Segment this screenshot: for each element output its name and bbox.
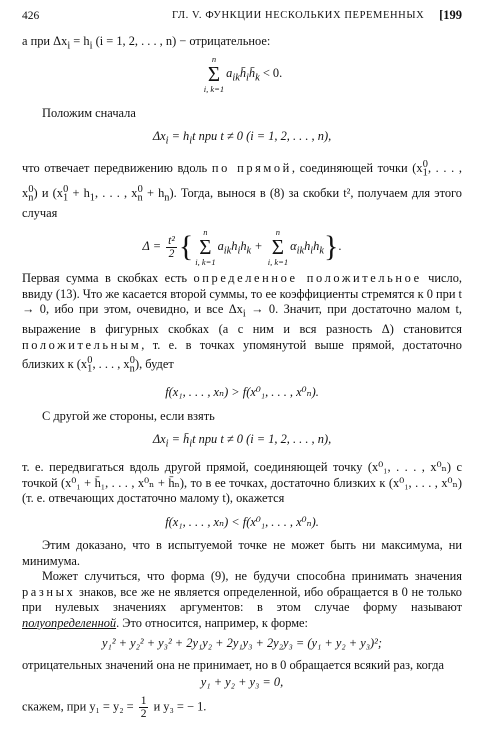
paragraph-1: а при $\Delta x_i = h_i$ (i = 1, 2, . . . , n) − отрицательное: [22, 34, 271, 52]
paragraph-8: Может случиться, что форма (9), не будучи способна принимать значения разных знаков, все же не является определенной, ибо обращается в 0 не только при нулевых значениях аргументов: в этом случае форму называют полуопределенной. Это относится, например, к форме: [22, 569, 462, 630]
formula-delta-x-hbar-t: $\Delta x_i$ = $h̄_it$ при t ≠ 0 (i = 1, 2, . . . , n), [152, 432, 332, 450]
paragraph-7: Этим доказано, что в испытуемой точке не может быть ни максимума, ни минимума. [22, 538, 462, 568]
sum-sign: n Σ i, k=1 [203, 53, 225, 94]
formula-f-greater: f(x₁, . . . , xₙ) > f(x⁰₁, . . . , x⁰ₙ). [165, 385, 319, 400]
page-header [22, 8, 462, 26]
page-body [22, 34, 462, 720]
formula-delta-expansion: Δ = $\frac{\text{t²}}{2}$ { n Σ i, k=1 $a_{ik}h_ih_k$ + n Σ i, k=1 $\alpha_{ik}h_ih_k$}. [142, 227, 342, 268]
paragraph-6: т. е. передвигаться вдоль другой прямой, соединяющей точку (x⁰₁, . . . , x⁰ₙ) с точкой (x⁰₁ + h̄₁, . . . , x⁰ₙ + h̄ₙ), то в ее точках, достаточно близких к (x⁰₁, . . . , x⁰ₙ) (т. е. отвечающих достаточно малому t), окажется [22, 460, 462, 506]
formula-delta-x-h-t: $\Delta x_i = h_it$ при t ≠ 0 (i = 1, 2, . . . , n), [152, 129, 332, 147]
page-number: 426 [22, 10, 40, 22]
paragraph-10: скажем, при y₁ = y₂ = $\frac{1}{2}$ и y₃ = − 1. [22, 694, 207, 720]
formula-sum-zero: y₁ + y₂ + y₃ = 0, [200, 675, 284, 690]
paragraph-4: Первая сумма в скобках есть определенное положительное число, ввиду (13). Что же касается второй суммы, то ее коэффициенты стремятся к 0 при t → 0, ибо при этом, очевидно, и все $\Delta x_i \to 0$. Значит, при достаточно малом t, выражение в фигурных скобках (а с ним и вся разность Δ) становится положительным, т. е. в точках упомянутой выше прямой, достаточно близких к ($x_1^0$, . . . , $x_n^0$), будет [22, 271, 463, 375]
running-title: ГЛ. V. ФУНКЦИИ НЕСКОЛЬКИХ ПЕРЕМЕННЫХ [172, 10, 425, 21]
paragraph-3: что отвечает передвижению вдоль по прямой, соединяющей точки ($x_1^0$, . . . , $x_n^0$) и ($x_1^0 + h_1$, . . . , $x_n^0 + h_n$). Тогда, вынося в (8) за скобки t², получаем для этого случая [22, 159, 462, 220]
paragraph-2: Положим сначала [42, 105, 136, 120]
paragraph-5: С другой же стороны, если взять [42, 408, 215, 423]
formula-f-less: f(x₁, . . . , xₙ) < f(x⁰₁, . . . , x⁰ₙ). [165, 514, 319, 529]
formula-negative-form: n Σ i, k=1 $a_{ik}h̄_ih̄_k < 0$. [203, 53, 283, 94]
section-number: [199 [439, 8, 462, 22]
paragraph-9: отрицательных значений она не принимает, но в 0 обращается всякий раз, когда [22, 657, 445, 672]
formula-semidefinite-example: y₁² + y₂² + y₃² + 2y₁y₂ + 2y₁y₃ + 2y₂y₃ = (y₁ + y₂ + y₃)²; [102, 636, 382, 651]
